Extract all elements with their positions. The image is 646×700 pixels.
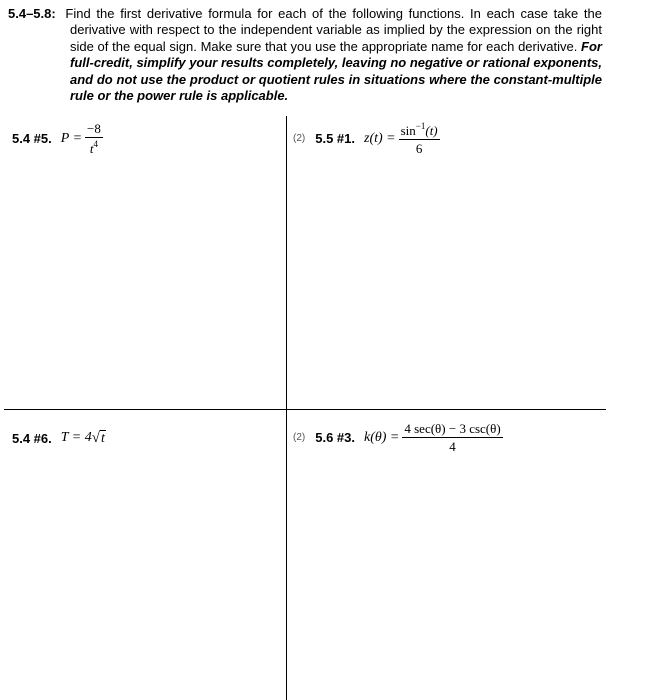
problem-5-4-6: [12, 430, 106, 446]
problem-expression: [364, 422, 503, 453]
problem-label: 5.5 #1.: [315, 131, 355, 146]
instructions-lead: 5.4–5.8:: [8, 6, 56, 21]
numerator: −8: [87, 121, 101, 136]
problem-expression: [364, 122, 440, 155]
expression-lhs: k(θ) =: [364, 429, 400, 445]
fraction: [402, 422, 502, 453]
problem-5-5-1: [293, 122, 440, 155]
radicand: t: [100, 431, 105, 446]
numerator: 4 sec(θ) − 3 csc(θ): [404, 421, 501, 436]
problem-5-4-5: [12, 122, 103, 155]
problem-expression: [61, 430, 106, 446]
instructions: [8, 6, 602, 104]
instructions-emphasis: For full-credit, simplify your results completely, leaving no negative or rational exponents, and do not use the product or quotient rules in situations where the constant-multiple rule or the power rule is applicable.: [70, 38, 602, 104]
radical-icon: √: [91, 430, 100, 447]
points-label: (2): [293, 432, 306, 443]
instructions-body: Find the first derivative formula for each of the following functions. In each case take the derivative with respect to the independent variable as implied by the expression on the right side of the equal sign. Make sure that you use the appropriate name for each derivative.: [65, 6, 602, 54]
problem-label: 5.6 #3.: [315, 430, 355, 445]
numerator: $\sin^{-1}(t)$: [400, 121, 438, 138]
fraction: [399, 122, 440, 155]
problem-5-6-3: [293, 422, 503, 453]
expression-lhs: z(t) =: [364, 130, 396, 146]
expression-lhs: P =: [60, 130, 83, 146]
denominator: 4: [449, 439, 456, 454]
problem-expression: [61, 122, 103, 155]
vertical-divider: [286, 116, 287, 700]
denominator: 6: [415, 141, 423, 156]
horizontal-divider: [4, 409, 606, 410]
fraction: [85, 122, 103, 155]
expression-lhs: T = 4: [60, 430, 92, 446]
denominator: $t^4$: [89, 139, 98, 156]
problem-label: 5.4 #6.: [12, 430, 52, 446]
problem-label: 5.4 #5.: [12, 131, 52, 146]
points-label: (2): [293, 133, 306, 144]
square-root: [92, 430, 106, 446]
